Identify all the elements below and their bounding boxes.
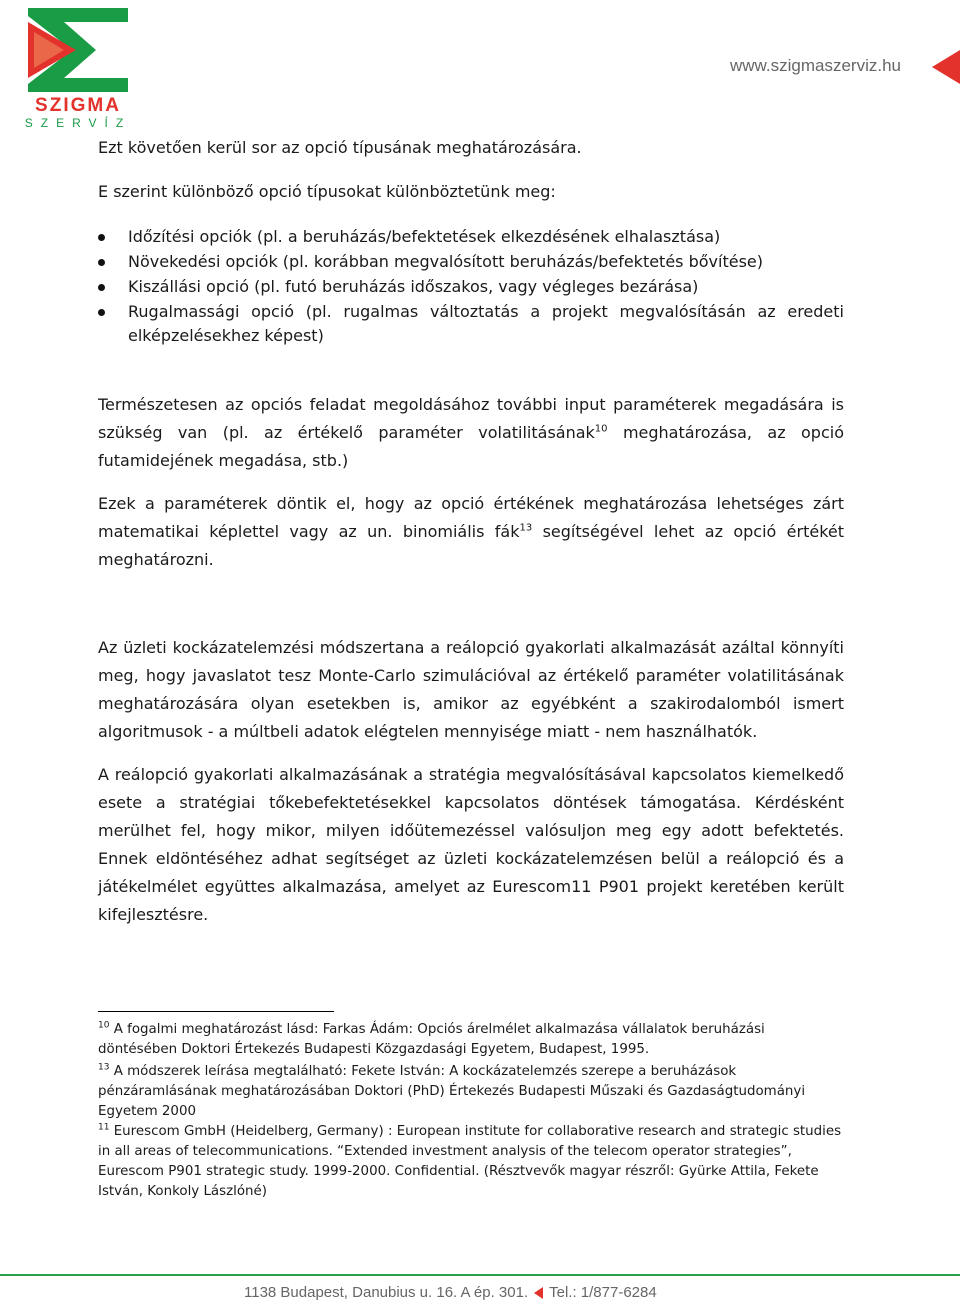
bullet-icon [98, 259, 105, 266]
footnote-item: $^{13}$ A módszerek leírása megtalálható: Fekete István: A kockázatelemzés szerepe a beruházások pénzáramlásának meghatározásában Doktori (PhD) Értekezés Budapesti Műszaki és Gazdaságtudományi Egyetem 2000 [98, 1062, 806, 1119]
list-item-text: Időzítési opciók (pl. a beruházás/befektetések elkezdésének elhalasztása) [128, 227, 721, 246]
bullet-icon [98, 284, 105, 291]
logo-sub: SZERVÍZ [24, 116, 132, 130]
footnote-divider [98, 1011, 334, 1012]
footnote-item: $^{10}$ A fogalmi meghatározást lásd: Farkas Ádám: Opciós árelmélet alkalmazása vállalatok beruházási döntésében Doktori Értekezés Budapesti Közgazdasági Egyetem, Budapest, 1995. [98, 1020, 765, 1057]
paragraph-strategy: A reálopció gyakorlati alkalmazásának a stratégia megvalósításával kapcsolatos kiemelkedő esete a stratégiai tőkebefektetésekkel kapcsolatos döntések támogatása. Kérdésként merülhet fel, hogy mikor, milyen időütemezéssel valósuljon meg egy adott befektetés. Ennek eldöntéséhez adhat segítséget az üzleti kockázatelemzésen belül a reálopció és a játékelmélet együttes alkalmazása, amelyet az Eurescom11 P901 projekt keretében került kifejlesztésre. [98, 765, 844, 924]
paragraph-parameters: Természetesen az opciós feladat megoldásához további input paraméterek megadására is szükség van (pl. az értékelő paraméter volatilitásának$^{10}$ meghatározása, az opció futamidejének megadása, stb.) [98, 395, 844, 470]
footer-address: 1138 Budapest, Danubius u. 16. A ép. 301. Tel.: 1/877-6284 [244, 1284, 657, 1301]
bullet-icon [98, 309, 105, 316]
red-arrow-icon [932, 50, 960, 84]
paragraph-methodology: Az üzleti kockázatelemzési módszertana a reálopció gyakorlati alkalmazását azáltal könnyíti meg, hogy javaslatot tesz Monte-Carlo szimulációval az értékelő paraméter volatilitásának meghatározására olyan esetekben is, amikor az egyébként a szakirodalomból ismert algoritmusok - a múltbeli adatok elégtelen mennyisége miatt - nem használhatók. [98, 638, 844, 741]
list-item-text: Növekedési opciók (pl. korábban megvalósított beruházás/befektetés bővítése) [128, 252, 763, 271]
list-item-text: Rugalmassági opció (pl. rugalmas változtatás a projekt megvalósításán az eredeti elképzelésekhez képest) [128, 302, 844, 345]
website-url[interactable]: www.szigmaszerviz.hu [730, 56, 901, 75]
footnote-ref[interactable]: 10 [594, 423, 608, 435]
bullet-icon [98, 234, 105, 241]
sigma-mark-icon [24, 6, 132, 94]
footnote-ref[interactable]: 13 [519, 522, 533, 534]
paragraph-binomial: Ezek a paraméterek döntik el, hogy az opció értékének meghatározása lehetséges zárt matematikai képlettel vagy az un. binomiális fák$^{13}$ segítségével lehet az opció értékét meghatározni. [98, 494, 845, 569]
footer-divider [0, 1274, 960, 1276]
red-arrow-icon [534, 1287, 543, 1299]
footnote-item: $^{11}$ Eurescom GmbH (Heidelberg, Germany) : European institute for collaborative research and strategic studies in all areas of telecommunications. “Extended investment analysis of the telecom operator strategies”, Eurescom P901 strategic study. 1999-2000. Confidential. (Résztvevők magyar részről: Gyürke Attila, Fekete István, Konkoly Lászlóné) [98, 1122, 842, 1199]
paragraph-types: E szerint különböző opció típusokat különböztetünk meg: [98, 182, 556, 201]
paragraph-intro: Ezt követően kerül sor az opció típusának meghatározására. [98, 138, 582, 157]
szigma-logo [24, 6, 132, 130]
list-item-text: Kiszállási opció (pl. futó beruházás időszakos, vagy végleges bezárása) [128, 277, 699, 296]
logo-word: SZIGMA [35, 95, 121, 116]
